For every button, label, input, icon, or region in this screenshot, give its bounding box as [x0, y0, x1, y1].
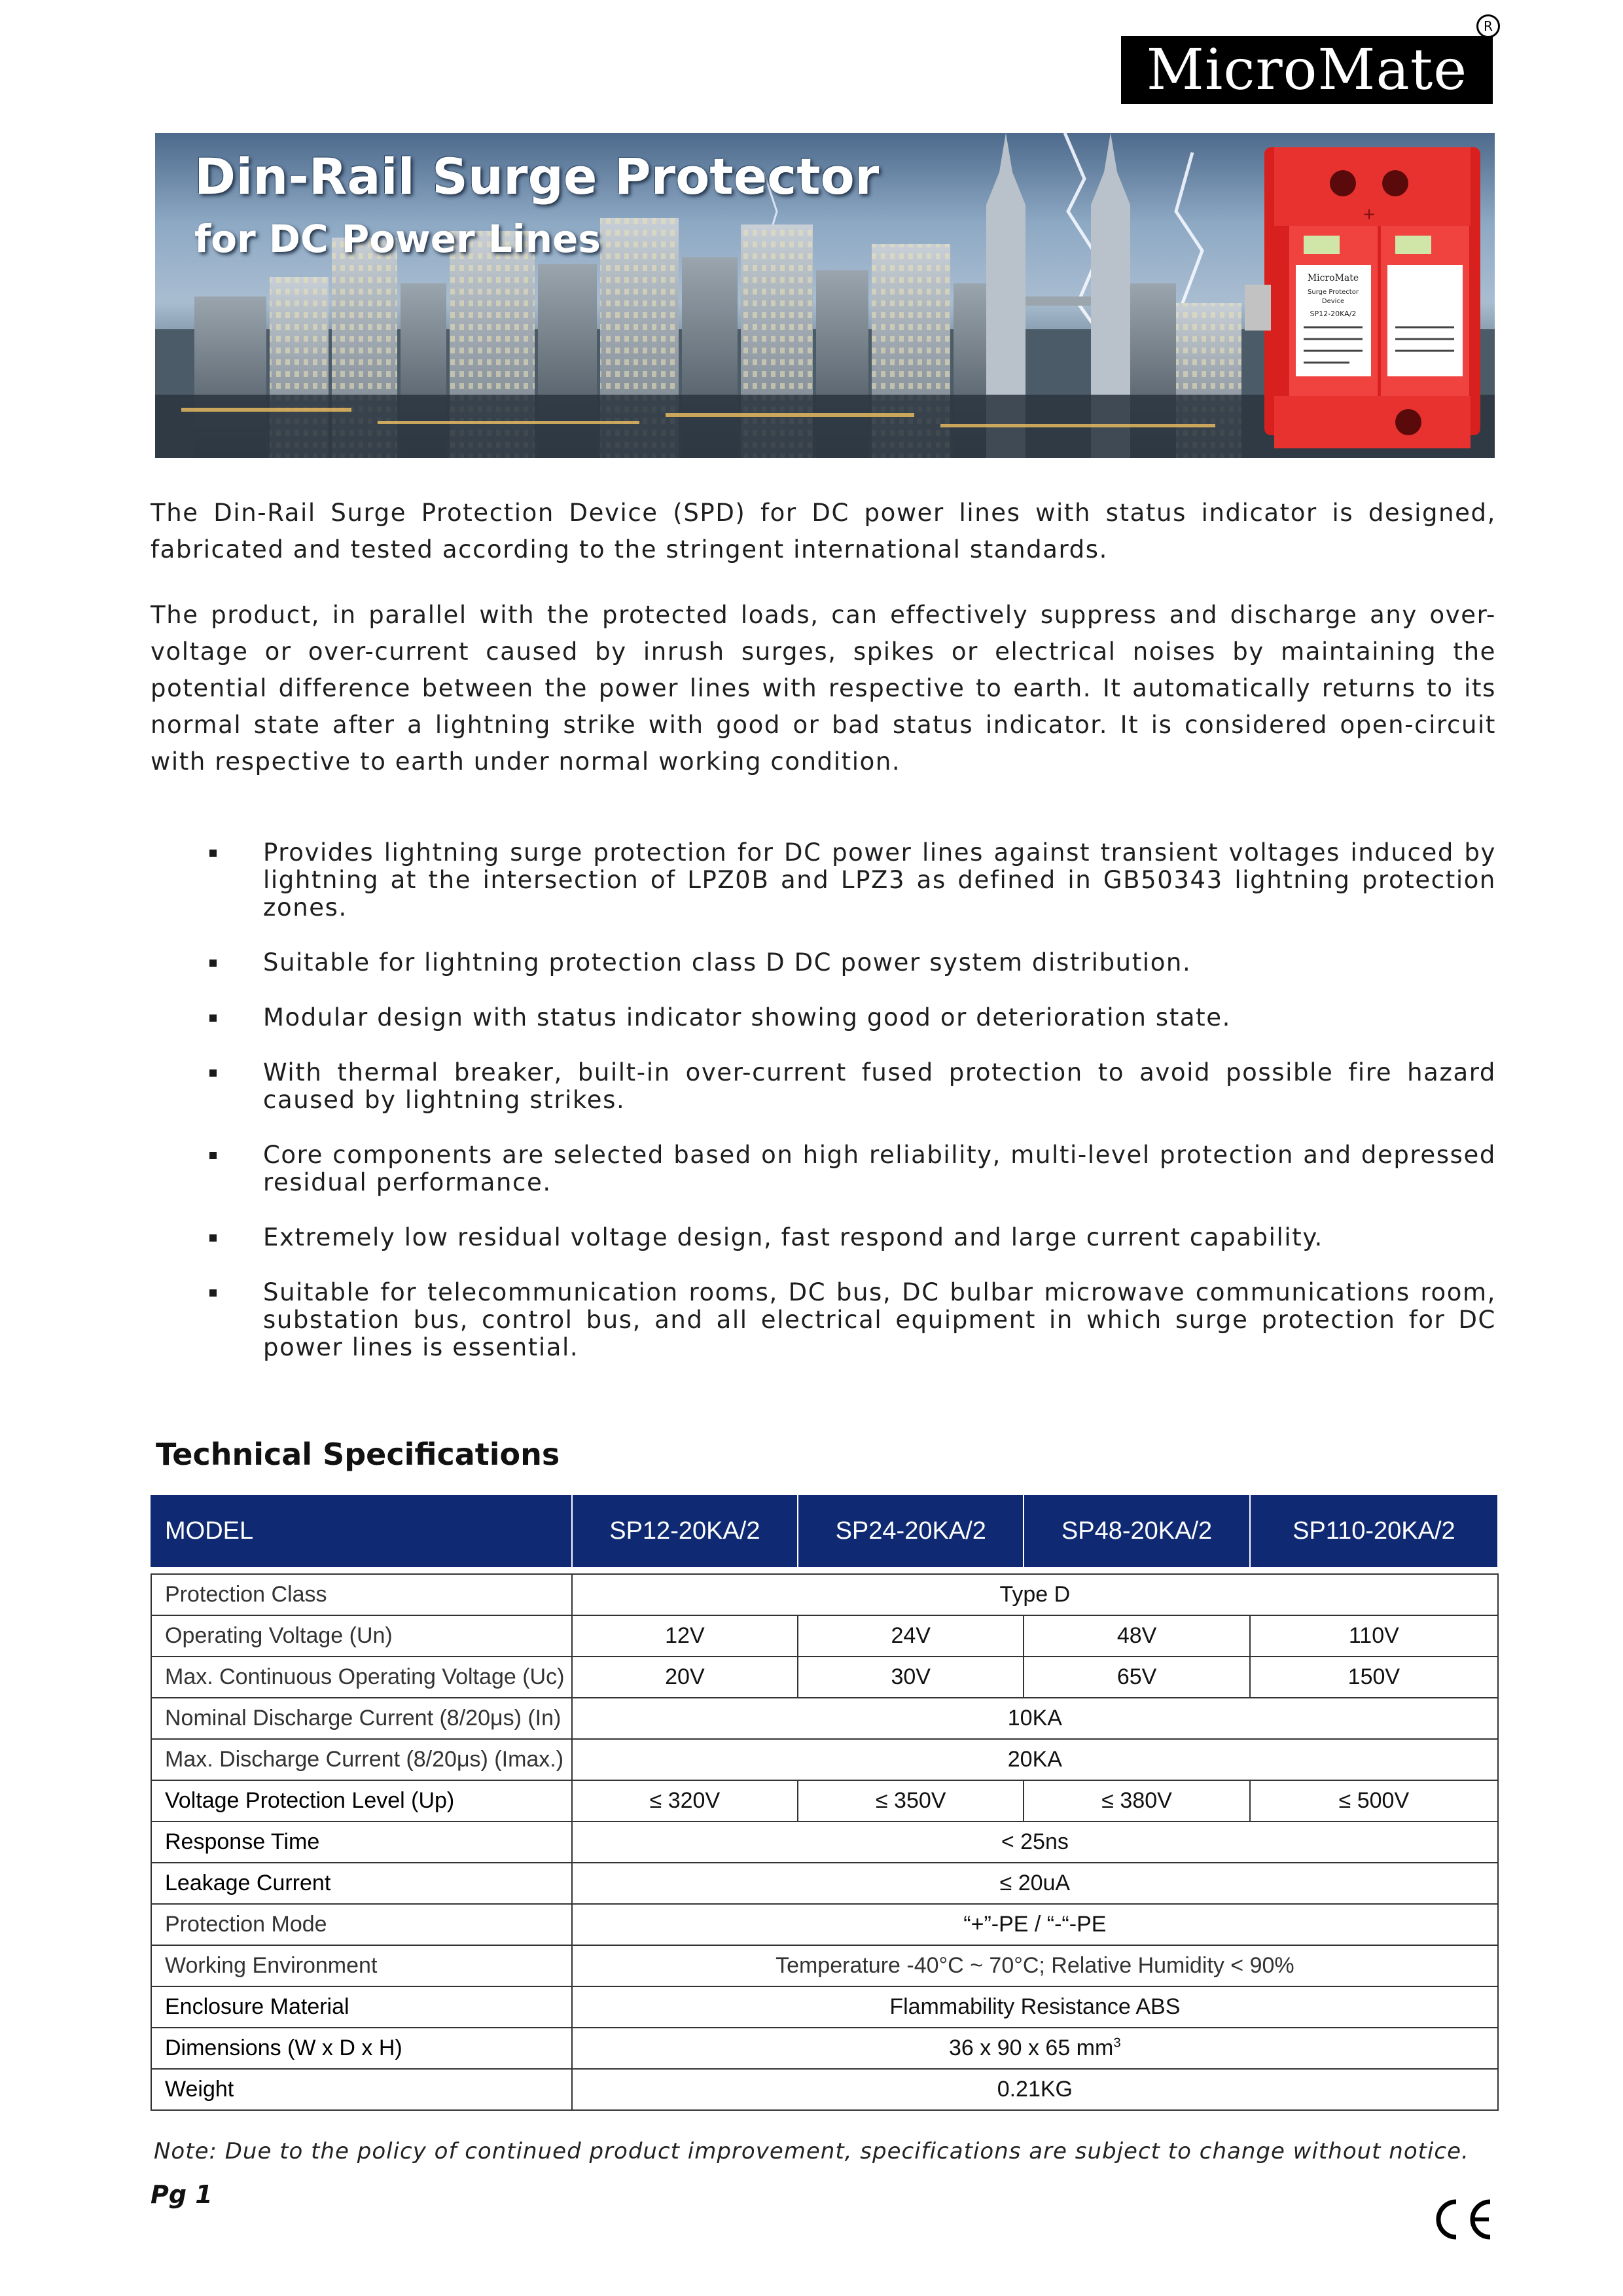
bullet-icon — [209, 960, 217, 967]
feature-text: With thermal breaker, built-in over-current fused protection to avoid possible fire hazard caused by lightning strikes. — [263, 1058, 1496, 1114]
row-label: Enclosure Material — [151, 1986, 572, 2028]
row-label: Protection Class — [151, 1574, 572, 1615]
table-row — [151, 1698, 1498, 1739]
ce-mark-text: CE — [1461, 2222, 1464, 2223]
row-label: Response Time — [151, 1821, 572, 1863]
brand-logo: MicroMate — [1121, 36, 1493, 104]
column-header: SP110-20KA/2 — [1250, 1494, 1498, 1568]
table-row — [151, 1821, 1498, 1863]
superscript: 3 — [1113, 2036, 1121, 2051]
row-label: Weight — [151, 2069, 572, 2110]
table-row — [151, 1739, 1498, 1780]
bullet-icon — [209, 1152, 217, 1159]
row-label: Leakage Current — [151, 1863, 572, 1904]
banner-title: Din-Rail Surge Protector — [194, 147, 880, 206]
table-row — [151, 1904, 1498, 1945]
table-row — [151, 1945, 1498, 1986]
row-label: Operating Voltage (Un) — [151, 1615, 572, 1657]
device-label-brand: MicroMate — [1307, 273, 1359, 283]
row-label: Voltage Protection Level (Up) — [151, 1780, 572, 1821]
row-label: Nominal Discharge Current (8/20μs) (In) — [151, 1698, 572, 1739]
table-cell — [572, 2028, 1498, 2069]
row-label: Protection Mode — [151, 1904, 572, 1945]
feature-text: Suitable for lightning protection class D DC power system distribution. — [263, 948, 1192, 977]
table-cell: 30V — [798, 1657, 1024, 1698]
table-cell: 24V — [798, 1615, 1024, 1657]
row-label: Dimensions (W x D x H) — [151, 2028, 572, 2069]
table-cell: ≤ 350V — [798, 1780, 1024, 1821]
banner-subtitle: for DC Power Lines — [194, 217, 601, 261]
feature-text: Provides lightning surge protection for DC power lines against transient voltages induced by lightning at the intersection of LPZ0B and LPZ3 as defined in GB50343 lightning protection zones. — [263, 838, 1496, 922]
feature-text: Modular design with status indicator showing good or deterioration state. — [263, 1003, 1231, 1031]
table-cell: Type D — [572, 1574, 1498, 1615]
table-cell: 12V — [572, 1615, 798, 1657]
column-header: MODEL — [151, 1494, 572, 1568]
table-cell: 20V — [572, 1657, 798, 1698]
bullet-icon — [209, 850, 217, 857]
list-item — [151, 1059, 1496, 1114]
product-banner — [155, 133, 1495, 458]
bullet-icon — [209, 1069, 217, 1077]
surge-protector-device-image — [1238, 133, 1495, 458]
list-item — [151, 1279, 1496, 1361]
column-header: SP24-20KA/2 — [798, 1494, 1024, 1568]
registered-mark: R — [1476, 14, 1500, 38]
feature-text: Core components are selected based on high reliability, multi-level protection and depressed residual performance. — [263, 1141, 1496, 1196]
table-cell: 0.21KG — [572, 2069, 1498, 2110]
table-cell: ≤ 320V — [572, 1780, 798, 1821]
table-row — [151, 1986, 1498, 2028]
table-row — [151, 1574, 1498, 1615]
spec-heading: Technical Specifications — [156, 1437, 560, 1472]
footnote: Note: Due to the policy of continued product improvement, specifications are subject to change without notice. — [154, 2138, 1469, 2164]
intro-paragraph-1: The Din-Rail Surge Protection Device (SPD) for DC power lines with status indicator is designed, fabricated and tested according to the stringent international standards. — [151, 499, 1496, 564]
bullet-icon — [209, 1234, 217, 1242]
table-row — [151, 1780, 1498, 1821]
table-cell: 150V — [1250, 1657, 1498, 1698]
bullet-icon — [209, 1014, 217, 1022]
table-cell: ≤ 20uA — [572, 1863, 1498, 1904]
device-label-line1: Surge Protector — [1308, 289, 1359, 296]
feature-text: Suitable for telecommunication rooms, DC bus, DC bulbar microwave communications room, substation bus, control bus, and all electrical equipment in which surge protection for DC power lines is essential. — [263, 1278, 1496, 1361]
feature-list — [151, 839, 1496, 1361]
table-row — [151, 1615, 1498, 1657]
list-item — [151, 1004, 1496, 1031]
row-label: Working Environment — [151, 1945, 572, 1986]
table-header-row — [151, 1494, 1498, 1568]
svg-text:+: + — [1363, 205, 1376, 223]
table-cell: Flammability Resistance ABS — [572, 1986, 1498, 2028]
table-cell: “+”-PE / “-“-PE — [572, 1904, 1498, 1945]
table-cell: 20KA — [572, 1739, 1498, 1780]
feature-text: Extremely low residual voltage design, fast respond and large current capability. — [263, 1223, 1323, 1251]
bullet-icon — [209, 1289, 217, 1297]
table-row — [151, 2069, 1498, 2110]
table-cell: ≤ 500V — [1250, 1780, 1498, 1821]
column-header: SP48-20KA/2 — [1024, 1494, 1249, 1568]
row-label: Max. Continuous Operating Voltage (Uc) — [151, 1657, 572, 1698]
spec-table — [151, 1494, 1499, 2111]
table-row — [151, 2028, 1498, 2069]
table-cell: 48V — [1024, 1615, 1249, 1657]
device-label-line2: Device — [1321, 298, 1345, 305]
table-cell: < 25ns — [572, 1821, 1498, 1863]
table-cell: Temperature -40°C ~ 70°C; Relative Humidity < 90% — [572, 1945, 1498, 1986]
list-item — [151, 1224, 1496, 1251]
intro-paragraph-2: The product, in parallel with the protected loads, can effectively suppress and discharge any over-voltage or over-current caused by inrush surges, spikes or electrical noises by maintaining the potential difference between the power lines with respective to earth. It automatically returns to its normal state after a lightning strike with good or bad status indicator. It is considered open-circuit with respective to earth under normal working condition. — [151, 601, 1496, 776]
list-item — [151, 1141, 1496, 1196]
table-cell: 110V — [1250, 1615, 1498, 1657]
dimension-value: 36 x 90 x 65 mm — [949, 2036, 1114, 2060]
table-cell: 10KA — [572, 1698, 1498, 1739]
column-header: SP12-20KA/2 — [572, 1494, 798, 1568]
row-label: Max. Discharge Current (8/20μs) (Imax.) — [151, 1739, 572, 1780]
table-row — [151, 1657, 1498, 1698]
device-label-model: SP12-20KA/2 — [1310, 310, 1357, 318]
ce-mark-icon — [1430, 2197, 1495, 2242]
table-row — [151, 1863, 1498, 1904]
table-cell: ≤ 380V — [1024, 1780, 1249, 1821]
page-number: Pg 1 — [151, 2180, 213, 2209]
list-item — [151, 949, 1496, 977]
list-item — [151, 839, 1496, 922]
table-cell: 65V — [1024, 1657, 1249, 1698]
